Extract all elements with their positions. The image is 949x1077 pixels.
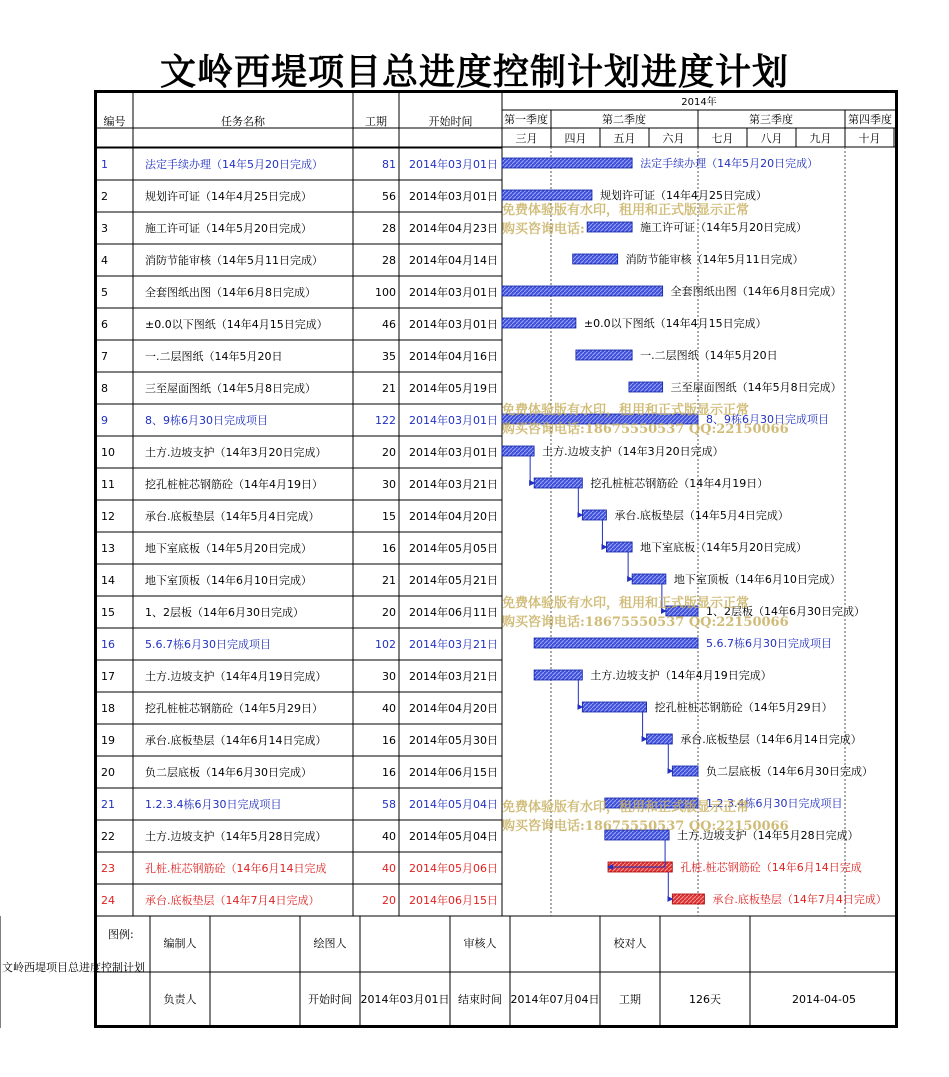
header-col-name: 任务名称 bbox=[221, 115, 265, 128]
task-start: 2014年04月20日 bbox=[409, 510, 498, 523]
bar-label: 1、2层板（14年6月30日完成） bbox=[706, 605, 865, 618]
task-start: 2014年04月14日 bbox=[409, 254, 498, 267]
task-name: 全套图纸出图（14年6月8日完成） bbox=[145, 286, 316, 299]
task-duration: 16 bbox=[382, 542, 396, 555]
task-name: 1.2.3.4栋6月30日完成项目 bbox=[145, 798, 282, 811]
watermark-line: 购买咨询电话:18675550537 QQ:22150066 bbox=[502, 615, 789, 630]
task-name: 承台.底板垫层（14年5月4日完成） bbox=[145, 510, 320, 523]
watermark-line: 购买咨询电话: bbox=[502, 222, 585, 237]
gantt-bar bbox=[576, 350, 632, 360]
task-id: 13 bbox=[101, 542, 115, 555]
task-duration: 40 bbox=[382, 830, 396, 843]
task-id: 18 bbox=[101, 702, 115, 715]
task-id: 21 bbox=[101, 798, 115, 811]
task-duration: 20 bbox=[382, 894, 396, 907]
task-start: 2014年05月30日 bbox=[409, 734, 498, 747]
bar-label: 负二层底板（14年6月30日完成） bbox=[706, 765, 873, 778]
watermark bbox=[502, 796, 789, 834]
task-start: 2014年05月06日 bbox=[409, 862, 498, 875]
task-duration: 21 bbox=[382, 574, 396, 587]
task-id: 14 bbox=[101, 574, 115, 587]
header-year: 2014年 bbox=[681, 97, 717, 108]
task-duration: 30 bbox=[382, 670, 396, 683]
task-name: 一.二层图纸（14年5月20日 bbox=[145, 350, 283, 363]
bar-label: 消防节能审核（14年5月11日完成） bbox=[625, 253, 804, 266]
task-duration: 28 bbox=[382, 254, 396, 267]
task-start: 2014年03月01日 bbox=[409, 190, 498, 203]
task-start: 2014年05月04日 bbox=[409, 830, 498, 843]
task-start: 2014年04月16日 bbox=[409, 350, 498, 363]
task-id: 15 bbox=[101, 606, 115, 619]
footer-checker: 校对人 bbox=[613, 937, 647, 950]
task-name: 挖孔桩桩芯钢筋砼（14年4月19日） bbox=[145, 478, 323, 491]
header-quarter: 第一季度 bbox=[504, 113, 548, 126]
header-quarter: 第三季度 bbox=[749, 113, 793, 126]
bar-label: 土方.边坡支护（14年4月19日完成） bbox=[590, 669, 772, 682]
watermark bbox=[502, 592, 789, 630]
gantt-bar bbox=[672, 766, 698, 776]
task-duration: 58 bbox=[382, 798, 396, 811]
footer-compiler: 编制人 bbox=[163, 937, 197, 950]
gantt-bar bbox=[534, 478, 582, 488]
footer-start-value: 2014年03月01日 bbox=[360, 993, 450, 1006]
header-col-id: 编号 bbox=[103, 115, 126, 128]
watermark bbox=[502, 399, 789, 437]
bar-label: 承台.底板垫层（14年5月4日完成） bbox=[614, 509, 789, 522]
footer-reviewer: 审核人 bbox=[463, 937, 497, 950]
task-name: 5.6.7栋6月30日完成项目 bbox=[145, 638, 271, 651]
task-start: 2014年03月01日 bbox=[409, 318, 498, 331]
gantt-bar bbox=[606, 542, 632, 552]
task-duration: 100 bbox=[375, 286, 396, 299]
task-duration: 56 bbox=[382, 190, 396, 203]
task-id: 16 bbox=[101, 638, 115, 651]
bar-label: 挖孔桩桩芯钢筋砼（14年4月19日） bbox=[590, 477, 769, 490]
task-start: 2014年03月01日 bbox=[409, 446, 498, 459]
task-name: 承台.底板垫层（14年6月14日完成） bbox=[145, 734, 327, 747]
task-duration: 35 bbox=[382, 350, 396, 363]
watermark-line: 购买咨询电话:18675550537 QQ:22150066 bbox=[502, 819, 789, 834]
task-id: 7 bbox=[101, 350, 108, 363]
header-month: 九月 bbox=[809, 132, 832, 145]
task-start: 2014年03月21日 bbox=[409, 670, 498, 683]
task-duration: 102 bbox=[375, 638, 396, 651]
task-start: 2014年04月23日 bbox=[409, 222, 498, 235]
gantt-bar bbox=[573, 254, 618, 264]
header-month: 六月 bbox=[662, 132, 685, 145]
bar-label: 承台.底板垫层（14年6月14日完成） bbox=[680, 733, 862, 746]
footer-dur-label: 工期 bbox=[619, 993, 641, 1006]
header-quarter: 第四季度 bbox=[848, 113, 892, 126]
bar-label: ±0.0以下图纸（14年4月15日完成） bbox=[583, 317, 767, 330]
task-name: 8、9栋6月30日完成项目 bbox=[145, 414, 268, 427]
bar-label: 全套图纸出图（14年6月8日完成） bbox=[670, 285, 842, 298]
task-name: 孔桩.桩芯钢筋砼（14年6月14日完成 bbox=[145, 862, 327, 875]
gantt-bar bbox=[632, 574, 666, 584]
header-month: 七月 bbox=[711, 132, 734, 145]
header-month: 四月 bbox=[564, 132, 587, 145]
task-name: 土方.边坡支护（14年5月28日完成） bbox=[145, 830, 327, 843]
task-start: 2014年03月21日 bbox=[409, 638, 498, 651]
bar-label: 法定手续办理（14年5月20日完成） bbox=[640, 157, 819, 170]
footer-drafter: 绘图人 bbox=[313, 937, 347, 950]
gantt-bar bbox=[647, 734, 673, 744]
task-id: 11 bbox=[101, 478, 115, 491]
task-name: ±0.0以下图纸（14年4月15日完成） bbox=[145, 318, 328, 331]
header-month: 八月 bbox=[760, 132, 783, 145]
task-duration: 16 bbox=[382, 766, 396, 779]
gantt-bar bbox=[534, 670, 582, 680]
task-id: 8 bbox=[101, 382, 108, 395]
bar-label: 地下室顶板（14年6月10日完成） bbox=[673, 573, 841, 586]
task-id: 5 bbox=[101, 286, 108, 299]
header-col-start: 开始时间 bbox=[428, 115, 473, 128]
bar-label: 孔桩.桩芯钢筋砼（14年6月14日完成 bbox=[680, 861, 862, 874]
task-start: 2014年03月01日 bbox=[409, 286, 498, 299]
task-name: 施工许可证（14年5月20日完成） bbox=[145, 222, 312, 235]
task-start: 2014年06月11日 bbox=[409, 606, 498, 619]
gantt-bar bbox=[629, 382, 663, 392]
task-name: 消防节能审核（14年5月11日完成） bbox=[145, 254, 323, 267]
header-month: 五月 bbox=[613, 132, 636, 145]
footer-end-label: 结束时间 bbox=[458, 993, 502, 1006]
task-name: 负二层底板（14年6月30日完成） bbox=[145, 766, 312, 779]
watermark-line: 免费体验版有水印，租用和正式版显示正常 bbox=[502, 403, 750, 418]
task-id: 24 bbox=[101, 894, 115, 907]
task-id: 6 bbox=[101, 318, 108, 331]
task-name: 法定手续办理（14年5月20日完成） bbox=[145, 158, 323, 171]
task-duration: 28 bbox=[382, 222, 396, 235]
task-id: 19 bbox=[101, 734, 115, 747]
footer-leader: 负责人 bbox=[163, 993, 197, 1006]
task-name: 土方.边坡支护（14年3月20日完成） bbox=[145, 446, 327, 459]
watermark bbox=[502, 199, 749, 237]
footer-date: 2014-04-05 bbox=[792, 993, 856, 1006]
task-start: 2014年06月15日 bbox=[409, 894, 498, 907]
task-duration: 46 bbox=[382, 318, 396, 331]
watermark-line: 免费体验版有水印，租用和正式版显示正常 bbox=[502, 800, 750, 815]
task-name: 承台.底板垫层（14年7月4日完成） bbox=[145, 894, 320, 907]
task-start: 2014年03月01日 bbox=[409, 414, 498, 427]
task-id: 2 bbox=[101, 190, 108, 203]
task-id: 12 bbox=[101, 510, 115, 523]
bar-label: 地下室底板（14年5月20日完成） bbox=[640, 541, 808, 554]
bar-label: 挖孔桩桩芯钢筋砼（14年5月29日） bbox=[654, 701, 833, 714]
gantt-bar bbox=[672, 894, 704, 904]
gantt-bar bbox=[502, 446, 534, 456]
watermark-line: 免费体验版有水印，租用和正式版显示正常 bbox=[502, 596, 750, 611]
header-quarter: 第二季度 bbox=[602, 113, 646, 126]
task-duration: 21 bbox=[382, 382, 396, 395]
gantt-bar bbox=[582, 702, 646, 712]
task-start: 2014年05月04日 bbox=[409, 798, 498, 811]
gantt-bar bbox=[502, 286, 663, 296]
header-month: 三月 bbox=[515, 132, 538, 145]
bar-label: 1.2.3.4栋6月30日完成项目 bbox=[706, 797, 843, 810]
task-duration: 20 bbox=[382, 446, 396, 459]
task-id: 3 bbox=[101, 222, 108, 235]
page-title: 文岭西堤项目总进度控制计划进度计划 bbox=[159, 51, 789, 93]
gantt-bar bbox=[502, 318, 576, 328]
gantt-bar bbox=[534, 638, 698, 648]
task-duration: 122 bbox=[375, 414, 396, 427]
task-start: 2014年03月01日 bbox=[409, 158, 498, 171]
bar-label: 规划许可证（14年4月25日完成） bbox=[599, 189, 767, 202]
task-name: 挖孔桩桩芯钢筋砼（14年5月29日） bbox=[145, 702, 323, 715]
bar-label: 5.6.7栋6月30日完成项目 bbox=[706, 637, 832, 650]
task-id: 23 bbox=[101, 862, 115, 875]
task-start: 2014年05月19日 bbox=[409, 382, 498, 395]
task-duration: 15 bbox=[382, 510, 396, 523]
watermark-line: 免费体验版有水印，租用和正式版显示正常 bbox=[502, 203, 750, 218]
task-id: 20 bbox=[101, 766, 115, 779]
gantt-bar bbox=[582, 510, 606, 520]
header-month: 十月 bbox=[858, 132, 881, 145]
task-start: 2014年03月21日 bbox=[409, 478, 498, 491]
task-id: 17 bbox=[101, 670, 115, 683]
watermark-line: 购买咨询电话:18675550537 QQ:22150066 bbox=[502, 422, 789, 437]
bar-label: 土方.边坡支护（14年5月28日完成） bbox=[677, 829, 859, 842]
task-duration: 30 bbox=[382, 478, 396, 491]
bar-label: 一.二层图纸（14年5月20日 bbox=[640, 349, 778, 362]
task-name: 土方.边坡支护（14年4月19日完成） bbox=[145, 670, 327, 683]
bar-label: 三至屋面图纸（14年5月8日完成） bbox=[670, 381, 842, 394]
bar-label: 土方.边坡支护（14年3月20日完成） bbox=[542, 445, 724, 458]
task-name: 1、2层板（14年6月30日完成） bbox=[145, 606, 304, 619]
task-id: 9 bbox=[101, 414, 108, 427]
bar-label: 施工许可证（14年5月20日完成） bbox=[640, 221, 808, 234]
task-id: 10 bbox=[101, 446, 115, 459]
task-start: 2014年05月21日 bbox=[409, 574, 498, 587]
task-name: 地下室顶板（14年6月10日完成） bbox=[145, 574, 312, 587]
task-duration: 40 bbox=[382, 862, 396, 875]
task-duration: 40 bbox=[382, 702, 396, 715]
footer-dur-value: 126天 bbox=[689, 993, 721, 1006]
task-start: 2014年05月05日 bbox=[409, 542, 498, 555]
bar-label: 8、9栋6月30日完成项目 bbox=[706, 413, 829, 426]
task-name: 规划许可证（14年4月25日完成） bbox=[145, 190, 312, 203]
header-col-dur: 工期 bbox=[365, 115, 387, 128]
task-name: 地下室底板（14年5月20日完成） bbox=[145, 542, 312, 555]
task-id: 1 bbox=[101, 158, 108, 171]
task-duration: 16 bbox=[382, 734, 396, 747]
task-start: 2014年04月20日 bbox=[409, 702, 498, 715]
footer-legend: 图例: bbox=[108, 928, 134, 941]
side-label: 文岭西堤项目总进度控制计划 bbox=[2, 961, 145, 974]
task-id: 4 bbox=[101, 254, 108, 267]
gantt-bar bbox=[502, 158, 632, 168]
task-id: 22 bbox=[101, 830, 115, 843]
task-start: 2014年06月15日 bbox=[409, 766, 498, 779]
task-duration: 81 bbox=[382, 158, 396, 171]
footer-start-label: 开始时间 bbox=[308, 993, 352, 1006]
bar-label: 承台.底板垫层（14年7月4日完成） bbox=[712, 893, 887, 906]
task-name: 三至屋面图纸（14年5月8日完成） bbox=[145, 382, 316, 395]
footer-end-value: 2014年07月04日 bbox=[510, 993, 600, 1006]
task-duration: 20 bbox=[382, 606, 396, 619]
